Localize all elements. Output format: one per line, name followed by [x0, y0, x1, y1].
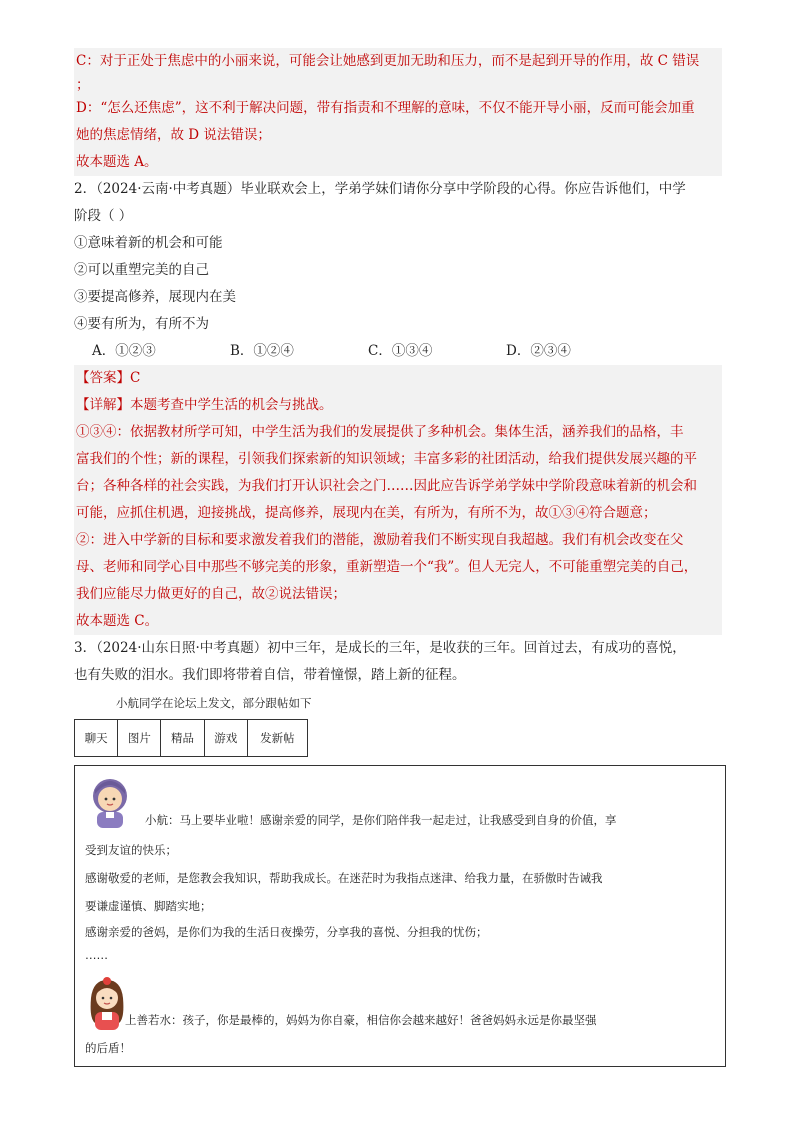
question-item: ②可以重塑完美的自己: [74, 262, 209, 278]
detail-line: 台；各种各样的社会实践，为我们打开认识社会之门……因此应告诉学弟学妹中学阶段意味着新的机会和: [76, 478, 697, 494]
tab-images[interactable]: 图片: [118, 720, 161, 756]
question-item: ③要提高修养，展现内在美: [74, 289, 236, 305]
explanation-line: D：“怎么还焦虑”，这不利于解决问题，带有指责和不理解的意味，不仅不能开导小丽，反而可能会加重: [76, 100, 695, 116]
question-2: [74, 176, 722, 635]
detail-line: 富我们的个性；新的课程，引领我们探索新的知识领域；丰富多彩的社团活动，给我们提供发展兴趣的平: [76, 451, 697, 467]
answer-label: 【答案】C: [76, 370, 141, 386]
question-stem: 3．（2024·山东日照·中考真题）初中三年，是成长的三年，是收获的三年。回首过去，有成功的喜悦，: [74, 640, 686, 656]
question-3: [74, 635, 722, 1067]
post-line: ……: [85, 948, 108, 962]
detail-line: 可能，应抓住机遇，迎接挑战，提高修养，展现内在美，有所为，有所不为，故①③④符合题意；: [76, 505, 657, 521]
explanation-line: 她的焦虑情绪，故 D 说法错误；: [76, 127, 271, 143]
prev-explanation-block: [74, 48, 722, 176]
post-line: 受到友谊的快乐；: [85, 843, 177, 857]
answer-block: [74, 365, 722, 635]
question-item: ①意味着新的机会和可能: [74, 235, 223, 251]
detail-line: 故本题选 C。: [76, 613, 159, 629]
explanation-line: 故本题选 A。: [76, 154, 158, 170]
document-page: [74, 48, 722, 1067]
forum-caption: 小航同学在论坛上发文，部分跟帖如下: [116, 696, 312, 710]
question-stem: 阶段（ ）: [74, 208, 133, 224]
post-line: 的后盾！: [85, 1041, 131, 1055]
detail-title: 【详解】本题考查中学生活的机会与挑战。: [76, 397, 333, 413]
tab-new-post[interactable]: 发新帖: [260, 731, 295, 745]
girl-avatar-icon: [85, 974, 129, 1030]
post-line: 上善若水：孩子，你是最棒的，妈妈为你自豪，相信你会越来越好！爸爸妈妈永远是你最坚强: [125, 1013, 597, 1027]
detail-line: 母、老师和同学心目中那些不够完美的形象，重新塑造一个“我”。但人无完人，不可能重塑完美的自己，: [76, 559, 698, 575]
post-line: 小航：马上要毕业啦！感谢亲爱的同学，是你们陪伴我一起走过，让我感受到自身的价值，享: [145, 813, 617, 827]
option-c: C．①③④: [368, 343, 433, 359]
forum-tabs: [74, 719, 308, 757]
question-item: ④要有所为，有所不为: [74, 316, 209, 332]
forum-post-box: [74, 765, 726, 1067]
tab-featured[interactable]: 精品: [161, 720, 204, 756]
detail-line: ②：进入中学新的目标和要求激发着我们的潜能，激励着我们不断实现自我超越。我们有机会改变在父: [76, 532, 684, 548]
explanation-line: ；: [76, 77, 90, 93]
question-stem: 也有失败的泪水。我们即将带着自信，带着憧憬，踏上新的征程。: [74, 667, 466, 683]
option-b: B．①②④: [230, 343, 294, 359]
detail-line: ①③④：依据教材所学可知，中学生活为我们的发展提供了多种机会。集体生活，涵养我们的品格，丰: [76, 424, 684, 440]
explanation-line: C：对于正处于焦虑中的小丽来说，可能会让她感到更加无助和压力，而不是起到开导的作用，故 C 错误: [76, 53, 700, 69]
option-a: A．①②③: [92, 343, 156, 359]
post-line: 要谦虚谨慎、脚踏实地；: [85, 899, 212, 913]
answer-options: [74, 338, 722, 365]
option-d: D．②③④: [506, 343, 571, 359]
post-line: 感谢亲爱的爸妈，是你们为我的生活日夜操劳，分享我的喜悦、分担我的忧伤；: [85, 925, 488, 939]
boy-avatar-icon: [87, 774, 133, 828]
tab-chat[interactable]: 聊天: [75, 720, 118, 756]
tab-games[interactable]: 游戏: [205, 720, 248, 756]
post-line: 感谢敬爱的老师，是您教会我知识，帮助我成长。在迷茫时为我指点迷津、给我力量，在骄傲时告诫我: [85, 871, 603, 885]
question-stem: 2．（2024·云南·中考真题）毕业联欢会上，学弟学妹们请你分享中学阶段的心得。你应告诉他们，中学: [74, 181, 686, 197]
detail-line: 我们应能尽力做更好的自己，故②说法错误；: [76, 586, 346, 602]
